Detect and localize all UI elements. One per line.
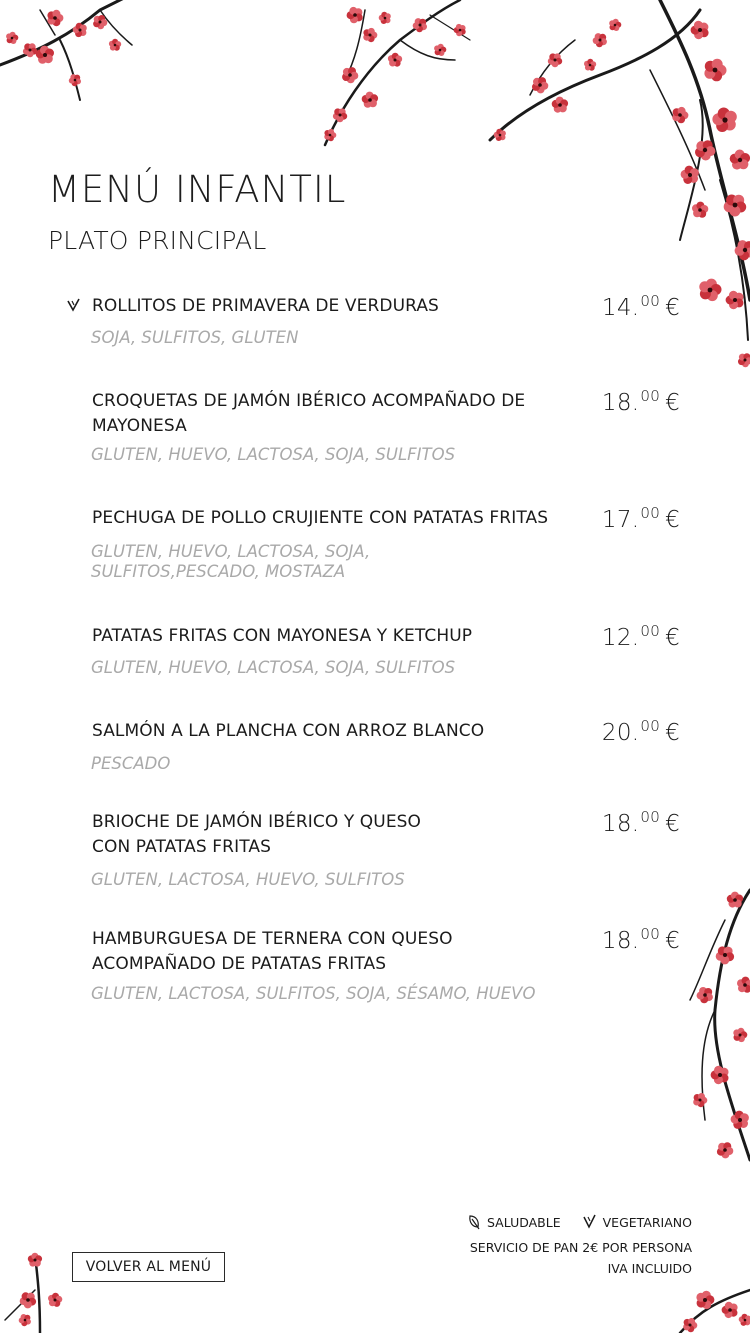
price-integer: 18. [601, 928, 640, 954]
blossom-flower [363, 28, 377, 42]
price-decimals: 00 [640, 925, 661, 943]
item-price [602, 387, 680, 416]
legend [453, 1214, 692, 1230]
price-integer: 12. [601, 625, 640, 651]
currency-symbol: € [665, 507, 680, 533]
blossom-flower [552, 97, 568, 113]
legend-healthy [467, 1214, 561, 1230]
blossom-flower [730, 150, 750, 170]
price-integer: 14. [601, 295, 640, 321]
blossom-flower [691, 21, 709, 39]
item-allergens: GLUTEN, HUEVO, LACTOSA, SOJA, SULFITOS,PESCADO, MOSTAZA [91, 542, 371, 581]
blossom-flower [699, 279, 721, 302]
blossom-flower [733, 1028, 747, 1042]
vat-note: IVA INCLUIDO [607, 1261, 692, 1276]
legend-vegetarian [583, 1214, 692, 1230]
vegetarian-icon [583, 1214, 597, 1230]
blossom-flower [548, 53, 562, 67]
price-integer: 18. [601, 390, 640, 416]
item-name: CROQUETAS DE JAMÓN IBÉRICO ACOMPAÑADO DE MAYONESA [92, 391, 526, 436]
price-decimals: 00 [640, 622, 661, 640]
blossom-flower [454, 24, 466, 36]
blossom-flower [722, 1302, 738, 1318]
blossom-flower [109, 39, 121, 51]
blossom-flower [717, 1142, 733, 1158]
blossom-flower [726, 291, 744, 309]
item-allergens: PESCADO [91, 754, 171, 773]
blossom-flower [47, 10, 63, 26]
page-title: MENÚ INFANTIL [48, 168, 347, 211]
item-price [602, 292, 680, 321]
blossom-flower [683, 1318, 697, 1332]
price-integer: 18. [601, 811, 640, 837]
item-price [602, 925, 680, 954]
back-to-menu-button[interactable]: VOLVER AL MENÚ [72, 1252, 225, 1282]
blossom-flower [69, 74, 81, 86]
blossom-flower [697, 987, 713, 1003]
blossom-flower [379, 12, 391, 24]
price-integer: 17. [601, 507, 640, 533]
section-title: PLATO PRINCIPAL [48, 226, 267, 255]
currency-symbol: € [665, 625, 680, 651]
blossom-flower [73, 23, 87, 37]
price-decimals: 00 [640, 387, 661, 405]
blossom-flower [738, 353, 750, 367]
item-allergens: GLUTEN, LACTOSA, SULFITOS, SOJA, SÉSAMO, HUEVO [91, 984, 536, 1003]
blossom-flower [388, 53, 402, 67]
blossom-flower [672, 107, 688, 123]
currency-symbol: € [665, 720, 680, 746]
item-name: HAMBURGUESA DE TERNERA CON QUESO ACOMPAÑADO DE PATATAS FRITAS [92, 929, 453, 974]
blossom-flower [693, 1093, 707, 1107]
blossom-flower [593, 33, 607, 47]
blossom-branch [0, 0, 130, 65]
blossom-flower [692, 202, 708, 218]
item-name: BRIOCHE DE JAMÓN IBÉRICO Y QUESO CON PATATAS FRITAS [92, 812, 422, 857]
blossom-flower [28, 1253, 42, 1267]
blossom-flower [362, 92, 378, 108]
item-allergens: SOJA, SULFITOS, GLUTEN [91, 328, 299, 347]
item-price [602, 622, 680, 651]
blossom-flower [494, 129, 506, 141]
blossom-flower [19, 1314, 31, 1326]
item-allergens: GLUTEN, HUEVO, LACTOSA, SOJA, SULFITOS [91, 658, 456, 677]
leaf-icon [467, 1214, 481, 1230]
blossom-flower [737, 977, 750, 993]
item-name: SALMÓN A LA PLANCHA CON ARROZ BLANCO [92, 721, 485, 741]
blossom-branch [60, 40, 80, 100]
blossom-flower [342, 67, 358, 83]
item-price [602, 717, 680, 746]
price-decimals: 00 [640, 292, 661, 310]
currency-symbol: € [665, 928, 680, 954]
currency-symbol: € [665, 811, 680, 837]
blossom-flower [434, 44, 446, 56]
bread-service-note: SERVICIO DE PAN 2€ POR PERSONA [469, 1240, 692, 1255]
item-price [602, 808, 680, 837]
blossom-flower [712, 108, 736, 133]
currency-symbol: € [665, 295, 680, 321]
blossom-flower [724, 195, 747, 217]
blossom-flower [48, 1293, 62, 1307]
blossom-flower [739, 1314, 750, 1326]
item-price [602, 504, 680, 533]
blossom-flower [711, 1066, 729, 1084]
legend-vegetarian-label: VEGETARIANO [602, 1214, 692, 1230]
blossom-flower [584, 59, 596, 71]
blossom-flower [727, 892, 743, 908]
legend-healthy-label: SALUDABLE [487, 1214, 561, 1230]
blossom-flower [716, 946, 734, 964]
item-name: PATATAS FRITAS CON MAYONESA Y KETCHUP [92, 626, 473, 646]
blossom-flower [6, 32, 18, 44]
blossom-flower [347, 7, 363, 23]
price-decimals: 00 [640, 808, 661, 826]
blossom-branch [35, 1255, 40, 1333]
blossom-branch [400, 40, 455, 60]
price-integer: 20. [601, 720, 640, 746]
blossom-flower [532, 77, 548, 93]
blossom-flower [333, 108, 347, 122]
price-decimals: 00 [640, 504, 661, 522]
blossom-flower [324, 129, 336, 141]
price-decimals: 00 [640, 717, 661, 735]
blossom-flower [20, 1292, 36, 1308]
blossom-flower [609, 19, 621, 31]
item-allergens: GLUTEN, LACTOSA, HUEVO, SULFITOS [91, 870, 405, 889]
item-name: ROLLITOS DE PRIMAVERA DE VERDURAS [92, 296, 439, 316]
item-name: PECHUGA DE POLLO CRUJIENTE CON PATATAS FRITAS [92, 508, 549, 528]
blossom-branch [490, 10, 700, 140]
vegetarian-icon [66, 297, 82, 313]
item-allergens: GLUTEN, HUEVO, LACTOSA, SOJA, SULFITOS [91, 445, 456, 464]
blossom-flower [704, 59, 726, 82]
currency-symbol: € [665, 390, 680, 416]
